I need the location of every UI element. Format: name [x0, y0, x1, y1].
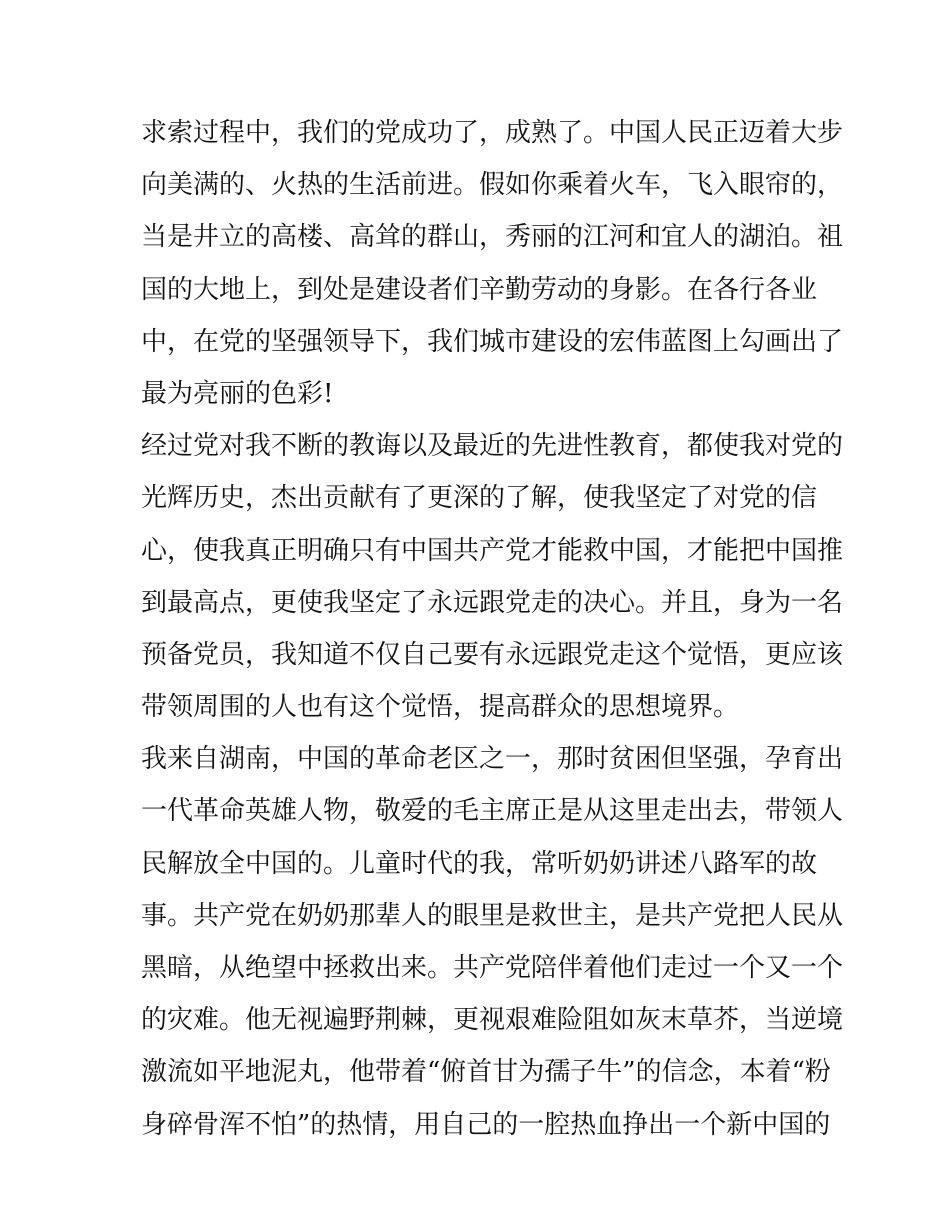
text-line: 求索过程中，我们的党成功了，成熟了。中国人民正迈着大步	[141, 118, 844, 148]
text-line: 黑暗，从绝望中拯救出来。共产党陪伴着他们走过一个又一个	[141, 953, 844, 983]
text-line: 身碎骨浑不怕”的热情，用自己的一腔热血挣出一个新中国的	[141, 1109, 831, 1140]
text-line: 光辉历史，杰出贡献有了更深的了解，使我坚定了对党的信	[141, 483, 818, 514]
text-line: 带领周围的人也有这个觉悟，提高群众的思想境界。	[141, 692, 740, 723]
text-line: 民解放全中国的。儿童时代的我，常听奶奶讲述八路军的故	[141, 848, 818, 879]
text-line: 一代革命英雄人物，敬爱的毛主席正是从这里走出去，带领人	[141, 796, 844, 827]
text-line: 的灾难。他无视遍野荆棘，更视艰难险阻如灰末草芥，当逆境	[141, 1005, 844, 1036]
paragraph-1	[141, 107, 844, 420]
text-line: 我来自湖南，中国的革命老区之一，那时贫困但坚强，孕育出	[141, 744, 844, 775]
paragraph-2	[141, 420, 844, 733]
text-line: 国的大地上，到处是建设者们辛勤劳动的身影。在各行各业	[141, 274, 818, 305]
text-line: 心，使我真正明确只有中国共产党才能救中国，才能把中国推	[141, 535, 844, 566]
text-line: 当是井立的高楼、高耸的群山，秀丽的江河和宜人的湖泊。祖	[141, 222, 844, 253]
text-line: 向美满的、火热的生活前进。假如你乘着火车，飞入眼帘的，	[141, 170, 844, 201]
text-line: 到最高点，更使我坚定了永远跟党走的决心。并且，身为一名	[141, 587, 844, 618]
body-text	[141, 107, 844, 1151]
text-line: 经过党对我不断的教诲以及最近的先进性教育，都使我对党的	[141, 431, 844, 462]
text-line: 激流如平地泥丸，他带着“俯首甘为孺子牛”的信念，本着“粉	[141, 1057, 831, 1088]
text-line: 事。共产党在奶奶那辈人的眼里是救世主，是共产党把人民从	[141, 900, 844, 931]
text-line: 中，在党的坚强领导下，我们城市建设的宏伟蓝图上勾画出了	[141, 326, 844, 357]
text-line: 预备党员，我知道不仅自己要有永远跟党走这个觉悟，更应该	[141, 639, 844, 670]
paragraph-3	[141, 733, 844, 1151]
text-line: 最为亮丽的色彩!	[141, 378, 334, 409]
